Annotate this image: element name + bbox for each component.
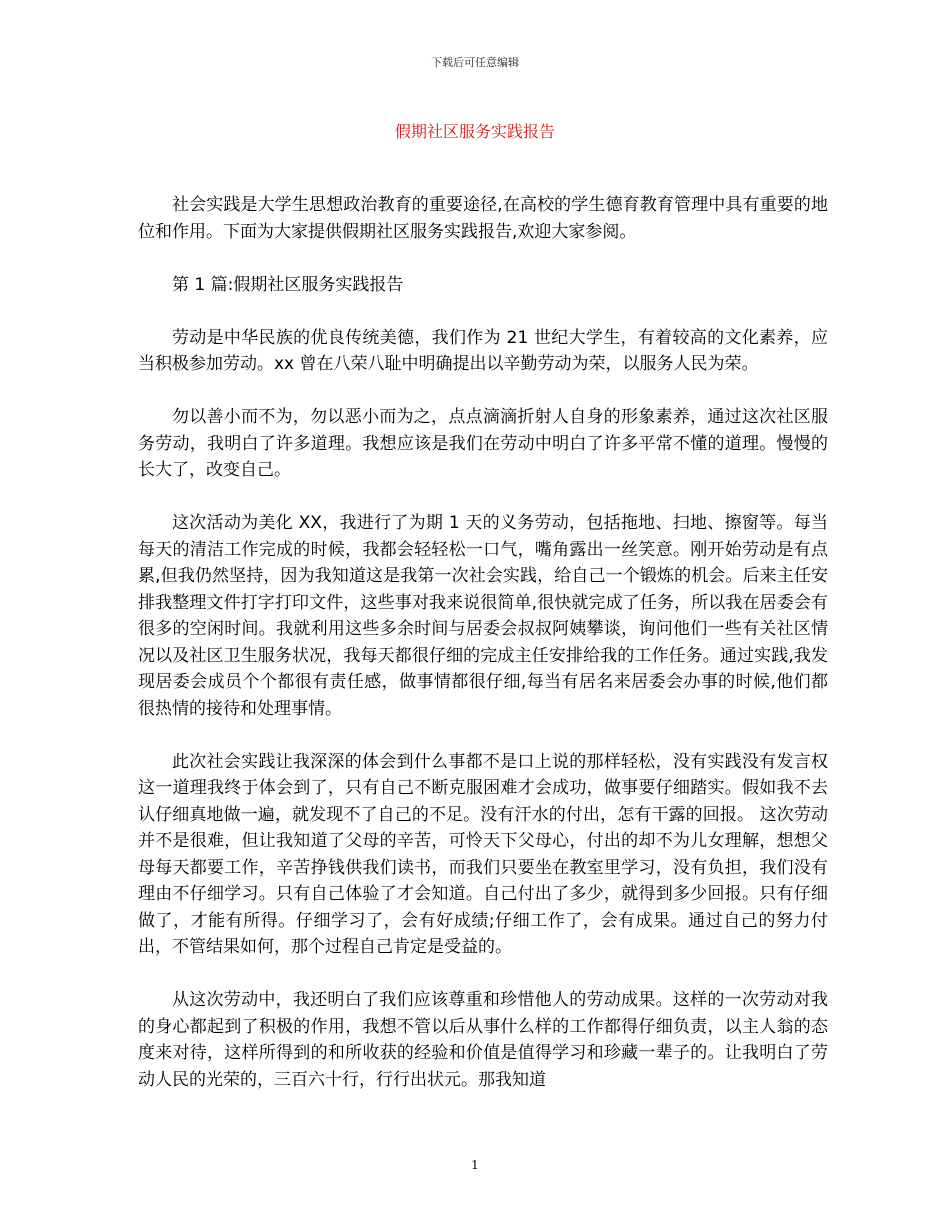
paragraph: 勿以善小而不为，勿以恶小而为之，点点滴滴折射人自身的形象素养，通过这次社区服务劳动，我明白了许多道理。我想应该是我们在劳动中明白了许多平常不懂的道理。慢慢的长大了，改变自己。 bbox=[138, 407, 828, 480]
paragraph: 劳动是中华民族的优良传统美德，我们作为 21 世纪大学生，有着较高的文化素养，应当积极参加劳动。xx 曾在八荣八耻中明确提出以辛勤劳动为荣，以服务人民为荣。 bbox=[138, 327, 828, 374]
paragraph-intro: 社会实践是大学生思想政治教育的重要途径,在高校的学生德育教育管理中具有重要的地位和作用。下面为大家提供假期社区服务实践报告,欢迎大家参阅。 bbox=[138, 195, 828, 242]
page-number: 1 bbox=[471, 1158, 479, 1172]
page-header: 下载后可任意编辑 bbox=[431, 56, 519, 69]
document-title: 假期社区服务实践报告 bbox=[394, 122, 555, 141]
paragraph: 这次活动为美化 XX，我进行了为期 1 天的义务劳动，包括拖地、扫地、擦窗等。每当每天的清洁工作完成的时候，我都会轻轻松一口气，嘴角露出一丝笑意。刚开始劳动是有点累,但我仍然坚持，因为我知道这是我第一次社会实践，给自己一个锻炼的机会。后来主任安排我整理文件打字打印文件，这些事对我来说很简单,很快就完成了任务，所以我在居委会有很多的空闲时间。我就利用这些多余时间与居委会叔叔阿姨攀谈，询问他们一些有关社区情况以及社区卫生服务状况，我每天都很仔细的完成主任安排给我的工作任务。通过实践,我发现居委会成员个个都很有责任感，做事情都很仔细,每当有居名来居委会办事的时候,他们都很热情的接待和处理事情。 bbox=[138, 513, 828, 719]
paragraph: 从这次劳动中，我还明白了我们应该尊重和珍惜他人的劳动成果。这样的一次劳动对我的身心都起到了积极的作用，我想不管以后从事什么样的工作都得仔细负责，以主人翁的态度来对待，这样所得到的和所收获的经验和价值是值得学习和珍藏一辈子的。让我明白了劳动人民的光荣的，三百六十行，行行出状元。那我知道 bbox=[138, 990, 828, 1090]
paragraph: 此次社会实践让我深深的体会到什么事都不是口上说的那样轻松，没有实践没有发言权这一道理我终于体会到了，只有自己不断克服困难才会成功，做事要仔细踏实。假如我不去认仔细真地做一遍，就发现不了自己的不足。没有汗水的付出，怎有干露的回报。 这次劳动并不是很难，但让我知道了父母的辛苦，可怜天下父母心，付出的却不为儿女理解，想想父母每天都要工作，辛苦挣钱供我们读书，而我们只要坐在教室里学习，没有负担，我们没有理由不仔细学习。只有自己体验了才会知道。自己付出了多少，就得到多少回报。只有仔细做了，才能有所得。仔细学习了，会有好成绩;仔细工作了，会有成果。通过自己的努力付出，不管结果如何，那个过程自己肯定是受益的。 bbox=[138, 751, 828, 957]
document-body bbox=[138, 192, 828, 1120]
section-heading: 第 1 篇:假期社区服务实践报告 bbox=[172, 274, 404, 295]
